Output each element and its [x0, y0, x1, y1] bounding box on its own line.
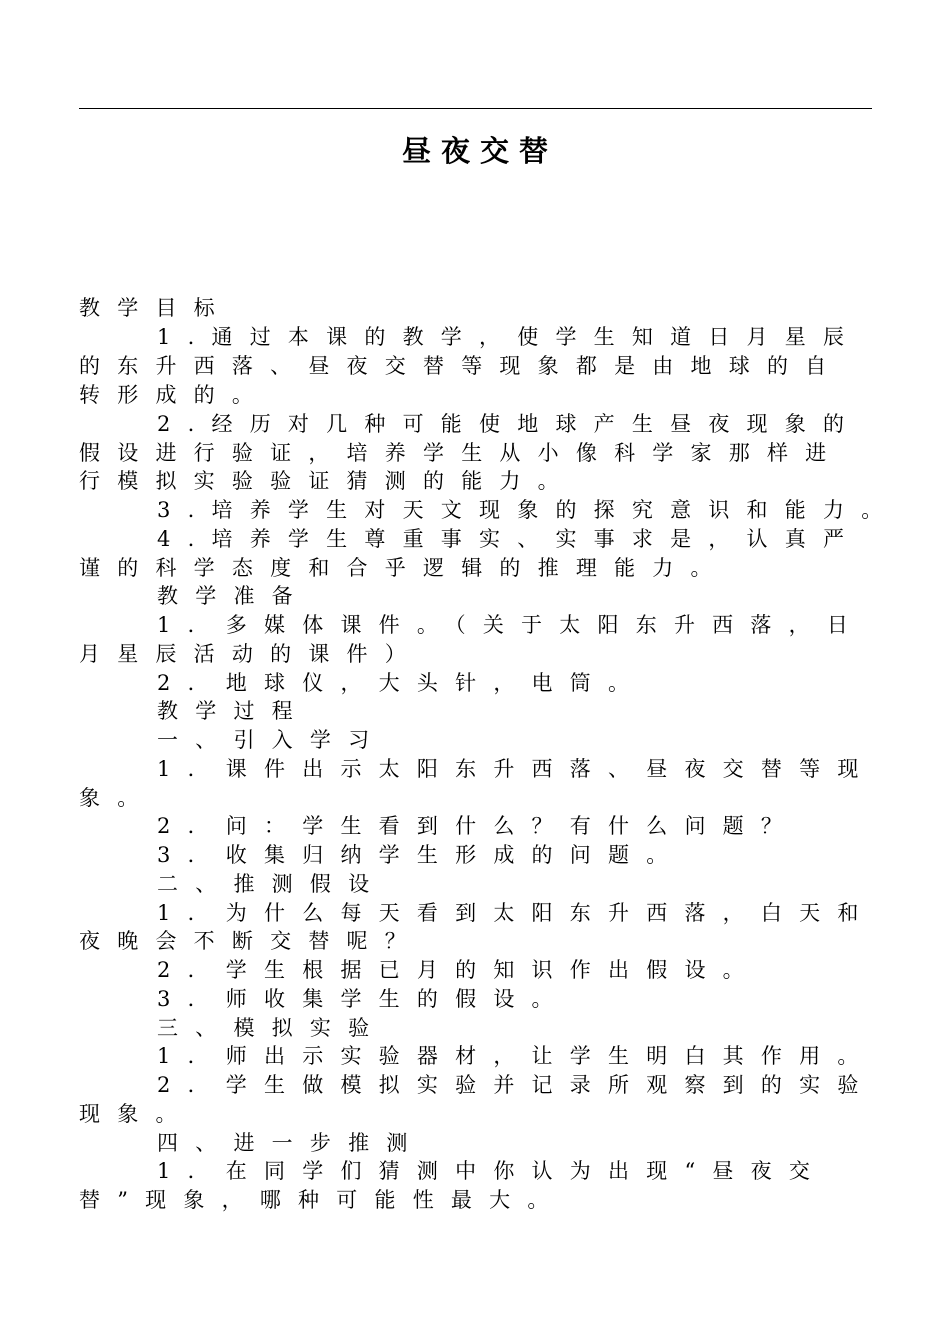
section-3-item-2-line-1: 2．学生做模拟实验并记录所观察到的实验: [157, 1073, 876, 1097]
section-2-item-1-line-2: 夜晚会不断交替呢？: [79, 929, 423, 953]
section-1-item-1-line-1: 1．课件出示太阳东升西落、昼夜交替等现: [157, 757, 876, 781]
section-3-item-1: 1．师出示实验器材，让学生明白其作用。: [157, 1044, 876, 1068]
header-rule: [79, 108, 872, 109]
section-4-item-1-line-1: 1．在同学们猜测中你认为出现“昼夜交: [157, 1159, 828, 1183]
document-title: 昼夜交替: [401, 134, 558, 168]
heading-teaching-prep: 教学准备: [157, 584, 310, 608]
section-3-heading: 三、模拟实验: [157, 1016, 387, 1040]
section-2-heading: 二、推测假设: [157, 872, 387, 896]
section-4-item-1-line-2: 替”现象，哪种可能性最大。: [79, 1188, 566, 1212]
heading-teaching-goals: 教学目标: [79, 296, 232, 320]
prep-1-line-2: 月星辰活动的课件）: [79, 642, 423, 666]
goal-3-line-1: 3.培养学生对天文现象的探究意识和能力。: [157, 498, 900, 522]
section-1-item-2: 2．问：学生看到什么？有什么问题？: [157, 814, 800, 838]
goal-2-line-1: 2.经历对几种可能使地球产生昼夜现象的: [157, 412, 862, 436]
section-3-item-2-line-2: 现象。: [79, 1102, 194, 1126]
section-1-heading: 一、引入学习: [157, 728, 387, 752]
prep-1-line-1: 1．多媒体课件。（关于太阳东升西落，日: [157, 613, 866, 637]
section-1-item-3: 3．收集归纳学生形成的问题。: [157, 843, 685, 867]
prep-2-line-1: 2．地球仪，大头针，电筒。: [157, 671, 647, 695]
goal-2-line-3: 行模拟实验验证猜测的能力。: [79, 469, 576, 493]
goal-1-line-3: 转形成的。: [79, 383, 271, 407]
section-2-item-1-line-1: 1．为什么每天看到太阳东升西落，白天和: [157, 901, 876, 925]
section-2-item-2: 2．学生根据已月的知识作出假设。: [157, 958, 761, 982]
goal-2-line-2: 假设进行验证，培养学生从小像科学家那样进: [79, 441, 844, 465]
goal-1-line-1: 1.通过本课的教学，使学生知道日月星辰: [157, 325, 862, 349]
goal-1-line-2: 的东升西落、昼夜交替等现象都是由地球的自: [79, 354, 844, 378]
goal-4-line-2: 谨的科学态度和合乎逻辑的推理能力。: [79, 556, 729, 580]
section-1-item-1-line-2: 象。: [79, 786, 156, 810]
goal-4-line-1: 4.培养学生尊重事实、实事求是，认真严: [157, 527, 862, 551]
section-4-heading: 四、进一步推测: [157, 1131, 425, 1155]
heading-teaching-process: 教学过程: [157, 699, 310, 723]
section-2-item-3: 3．师收集学生的假设。: [157, 987, 570, 1011]
